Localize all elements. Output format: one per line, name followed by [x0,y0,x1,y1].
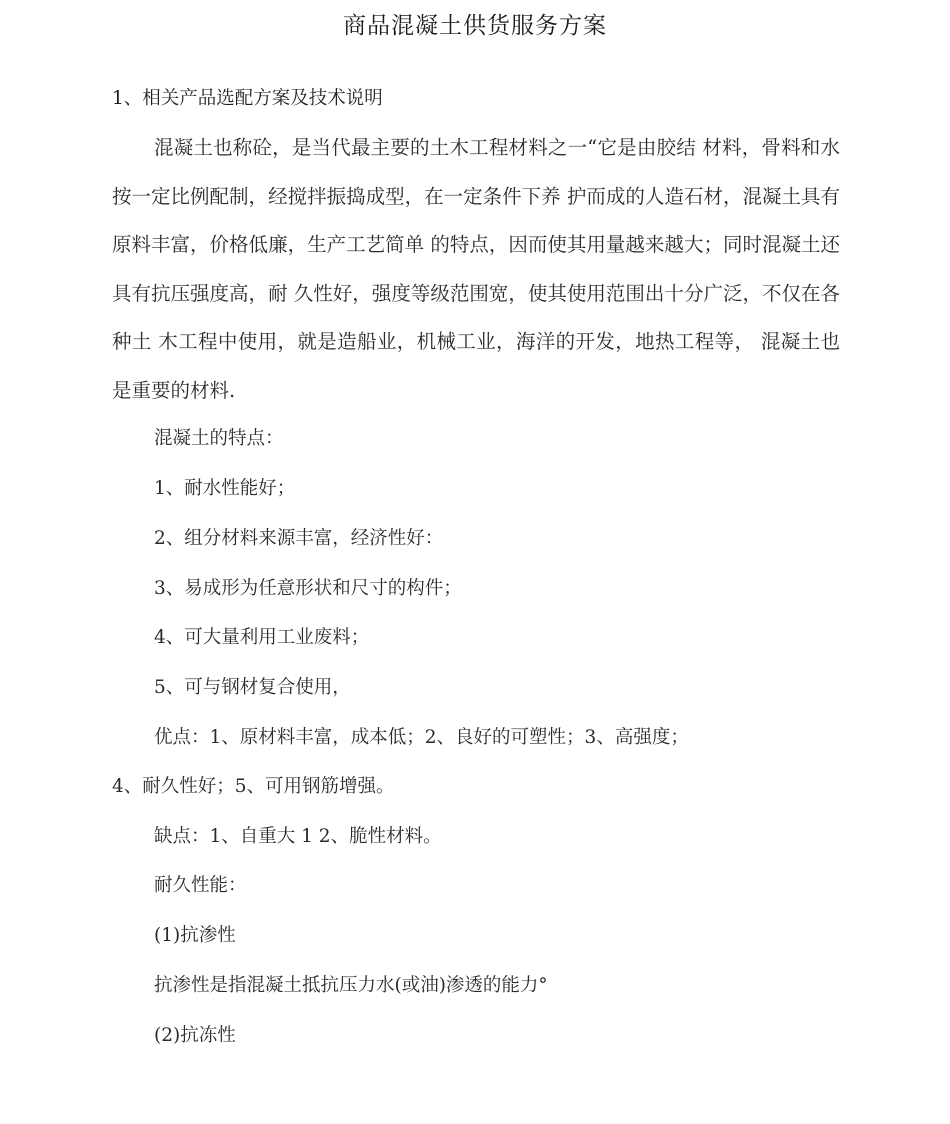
advantages-line-continued: 4、耐久性好；5、可用钢筋增强。 [112,776,395,797]
impermeability-heading: (1)抗渗性 [154,925,236,946]
features-heading: 混凝土的特点： [154,428,284,449]
feature-item: 4、可大量利用工业废料； [154,627,370,648]
durability-heading: 耐久性能： [154,875,247,896]
impermeability-text: 抗渗性是指混凝土抵抗压力水(或油)渗透的能力° [154,975,548,996]
document-title: 商品混凝土供货服务方案 [343,13,607,39]
feature-item: 3、易成形为任意形状和尺寸的构件； [154,578,462,599]
disadvantages-line: 缺点：1、自重大 1 2、脆性材料。 [154,826,442,847]
feature-item: 5、可与钢材复合使用， [154,677,351,698]
frost-resistance-heading: (2)抗冻性 [154,1025,236,1046]
section-heading: 1、相关产品选配方案及技术说明 [112,88,383,109]
feature-item: 2、组分材料来源丰富，经济性好： [154,528,444,549]
feature-item: 1、耐水性能好； [154,478,296,499]
advantages-line: 优点：1、原材料丰富，成本低；2、良好的可塑性；3、高强度； [154,727,689,748]
intro-paragraph: 混凝土也称砼，是当代最主要的土木工程材料之一“它是由胶结 材料，骨料和水按一定比例配制，经搅拌振捣成型，在一定条件下养 护而成的人造石材，混凝土具有原料丰富，价格低廉，生产工艺简单 的特点，因而使其用量越来越大；同时混凝土还具有抗压强度高，耐 久性好，强度等级范围宽，使其使用范围出十分广泛，不仅在各种土 木工程中使用，就是造船业，机械工业，海洋的开发，地热工程等， 混凝土也是重要的材料. [112,136,840,402]
